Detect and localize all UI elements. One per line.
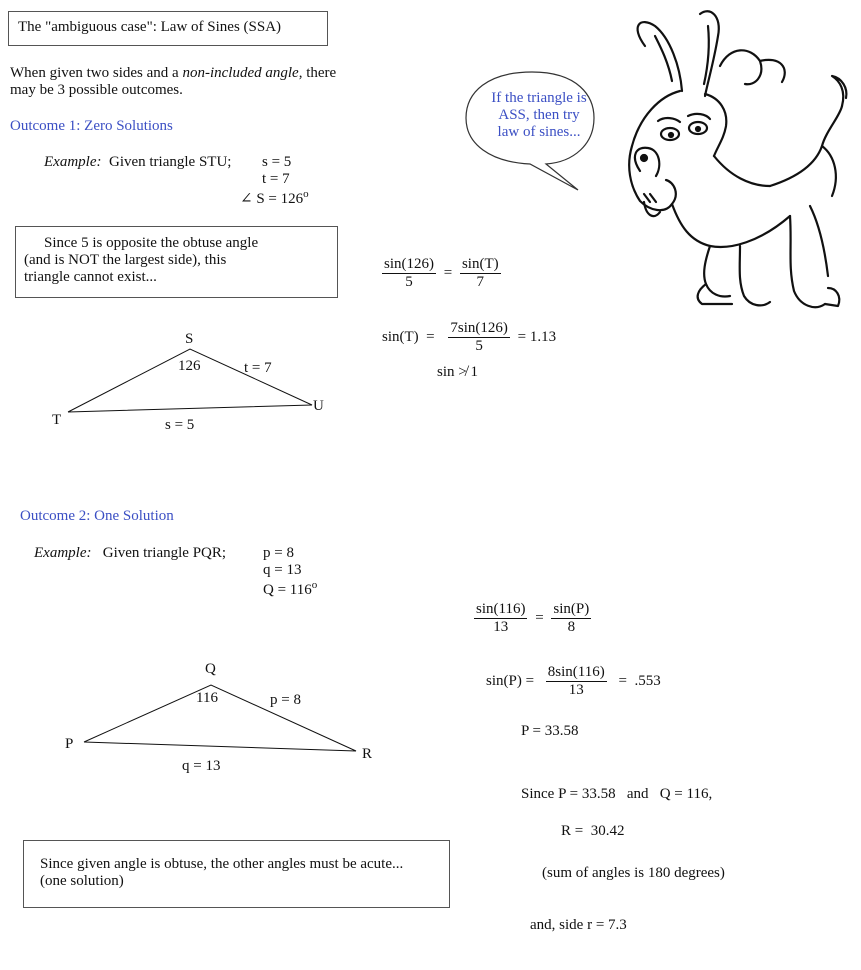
outcome1-note-line-3: triangle cannot exist... bbox=[24, 269, 157, 285]
side-q-label: q = 13 bbox=[182, 758, 221, 774]
outcome2-note-line-1: Since given angle is obtuse, the other angles must be acute... bbox=[40, 856, 404, 872]
outcome2-example: Example: Given triangle PQR; bbox=[34, 545, 227, 561]
side-s-label: s = 5 bbox=[165, 417, 195, 433]
outcome2-eq3: P = 33.58 bbox=[521, 723, 579, 739]
side-p-label: p = 8 bbox=[270, 692, 301, 708]
outcome2-heading: Outcome 2: One Solution bbox=[20, 508, 174, 524]
side-t-label: t = 7 bbox=[244, 360, 272, 376]
vertex-q-label: Q bbox=[205, 661, 216, 677]
intro-line-1: When given two sides and a non-included angle, there bbox=[10, 65, 337, 81]
vertex-p-label: P bbox=[65, 736, 74, 752]
outcome1-note-line-2: (and is NOT the largest side), this bbox=[24, 252, 227, 268]
intro-line-2: may be 3 possible outcomes. bbox=[10, 82, 183, 98]
outcome2-eq2: sin(P) = $\frac{8\sin(116)}{13}$ = .553 bbox=[486, 664, 661, 698]
vertex-s-label: S bbox=[185, 331, 194, 347]
triangle-pqr-shape bbox=[84, 685, 356, 751]
outcome2-note-line-2: (one solution) bbox=[40, 873, 124, 889]
page-title: The "ambiguous case": Law of Sines (SSA) bbox=[18, 19, 282, 35]
vertex-t-label: T bbox=[52, 412, 62, 428]
outcome1-eq2: sin(T) = $\frac{7\sin(126)}{5}$ = 1.13 bbox=[382, 320, 557, 354]
outcome2-eq4: Since P = 33.58 and Q = 116, bbox=[521, 786, 713, 802]
outcome1-example: Example: Given triangle STU; bbox=[44, 154, 232, 170]
triangle-stu bbox=[40, 325, 360, 455]
outcome2-eq6: (sum of angles is 180 degrees) bbox=[542, 865, 725, 881]
vertex-u-label: U bbox=[313, 398, 324, 414]
outcome1-given-angle: ∠ $S = 126^o$ bbox=[240, 188, 309, 207]
outcome2-eq7: and, side r = 7.3 bbox=[530, 917, 627, 933]
donkey-illustration bbox=[610, 6, 850, 336]
outcome1-eq1: $\frac{\sin(126)}{5}$ = $\frac{\sin(T)}{7}$ bbox=[384, 256, 499, 290]
outcome1-note-line-1: Since 5 is opposite the obtuse angle bbox=[44, 235, 259, 251]
angle-q-label: 116 bbox=[196, 690, 218, 706]
outcome2-given-angle: $Q = 116^o$ bbox=[263, 579, 318, 598]
outcome1-given-s: s = 5 bbox=[262, 154, 292, 170]
outcome2-eq5: R = 30.42 bbox=[561, 823, 625, 839]
outcome1-eq3: sin ≯ 1 bbox=[437, 364, 478, 380]
outcome2-given-p: p = 8 bbox=[263, 545, 294, 561]
outcome2-eq1: $\frac{\sin(116)}{13}$ = $\frac{\sin(P)}{8}$ bbox=[476, 601, 590, 635]
angle-s-label: 126 bbox=[178, 358, 201, 374]
outcome1-heading: Outcome 1: Zero Solutions bbox=[10, 118, 173, 134]
vertex-r-label: R bbox=[362, 746, 373, 762]
outcome2-given-q: q = 13 bbox=[263, 562, 302, 578]
bubble-text: If the triangle is ASS, then try law of sines... bbox=[491, 90, 587, 140]
outcome1-given-t: t = 7 bbox=[262, 171, 290, 187]
